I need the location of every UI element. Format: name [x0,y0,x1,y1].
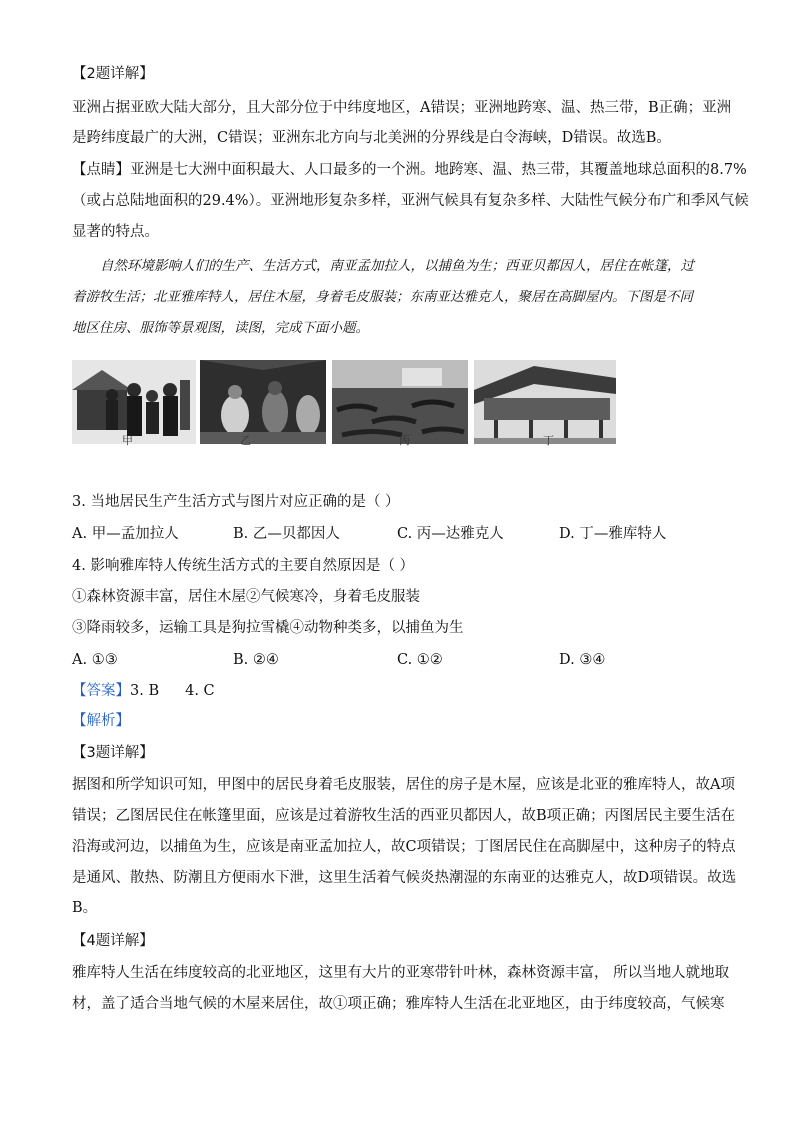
point-label: 【点睛】 [72,162,130,178]
point-line-3: 显著的特点。 [72,224,159,240]
q4-detail-header: 【4题详解】 [72,933,154,949]
photo-caption-jia: 甲 [122,434,133,447]
q3-stem: 3. 当地居民生产生活方式与图片对应正确的是（ ） [72,494,400,510]
q4-item-line-2: ③降雨较多，运输工具是狗拉雪橇④动物种类多，以捕鱼为生 [72,620,464,636]
q3-option-c: C. 丙—达雅克人 [397,526,504,542]
q3-option-a: A. 甲—孟加拉人 [72,526,179,542]
q4-option-a: A. ①③ [72,652,118,668]
q3-detail-header: 【3题详解】 [72,745,154,761]
answer-line [72,681,215,701]
q3-detail-line-4: 是通风、散热、防潮且方便雨水下泄，这里生活着气候炎热潮湿的东南亚的达雅克人，故D项错误。故选 [72,870,737,886]
analysis-label: 【解析】 [72,713,130,729]
q2-detail-line-1: 亚洲占据亚欧大陆大部分，且大部分位于中纬度地区，A错误；亚洲地跨寒、温、热三带，B正确；亚洲 [72,100,732,116]
q4-stem: 4. 影响雅库特人传统生活方式的主要自然原因是（ ） [72,558,415,574]
photo-jia [72,360,196,444]
point-line-2: （或占总陆地面积的29.4%）。亚洲地形复杂多样，亚洲气候具有复杂多样、大陆性气候分布广和季风气候 [72,193,749,209]
passage-line-2: 着游牧生活；北亚雅库特人，居住木屋，身着毛皮服装；东南亚达雅克人，聚居在高脚屋内。下图是不同 [72,289,693,305]
q3-option-d: D. 丁—雅库特人 [559,526,667,542]
q4-option-d: D. ③④ [559,652,606,668]
q4-detail-line-1: 雅库特人生活在纬度较高的北亚地区，这里有大片的亚寒带针叶林，森林资源丰富， 所以当地人就地取 [72,965,730,981]
q4-detail-line-2: 材，盖了适合当地气候的木屋来居住，故①项正确；雅库特人生活在北亚地区，由于纬度较高，气候寒 [72,996,725,1012]
q4-item-line-1: ①森林资源丰富，居住木屋②气候寒冷，身着毛皮服装 [72,589,420,605]
point-line-1 [72,160,747,180]
photo-caption-yi: 乙 [240,434,251,447]
answer-value-3: 3. B [130,683,160,699]
photo-caption-bing: 丙 [399,434,410,447]
q3-detail-line-2: 错误；乙图居民住在帐篷里面，应该是过着游牧生活的西亚贝都因人，故B项正确；丙图居民主要生活在 [72,808,736,824]
point-text-1: 亚洲是七大洲中面积最大、人口最多的一个洲。地跨寒、温、热三带，其覆盖地球总面积的8.7% [130,162,747,178]
q2-detail-line-2: 是跨纬度最广的大洲，C错误；亚洲东北方向与北美洲的分界线是白令海峡，D错误。故选B。 [72,130,671,146]
q4-option-b: B. ②④ [233,652,279,668]
q2-detail-header: 【2题详解】 [72,66,154,82]
passage-line-3: 地区住房、服饰等景观图，读图，完成下面小题。 [72,320,369,336]
q3-option-b: B. 乙—贝都因人 [233,526,340,542]
q4-option-c: C. ①② [397,652,443,668]
landscape-photo-strip [72,352,620,452]
answer-value-4: 4. C [185,683,215,699]
photo-yi [200,360,326,444]
q3-detail-line-1: 据图和所学知识可知，甲图中的居民身着毛皮服装，居住的房子是木屋，应该是北亚的雅库特人，故A项 [72,777,735,793]
answer-label: 【答案】 [72,683,130,699]
passage-line-1: 自然环境影响人们的生产、生活方式，南亚孟加拉人，以捕鱼为生；西亚贝都因人，居住在帐篷，过 [100,258,694,274]
q3-detail-line-5: B。 [72,900,98,916]
q3-detail-line-3: 沿海或河边，以捕鱼为生，应该是南亚孟加拉人，故C项错误；丁图居民住在高脚屋中，这种房子的特点 [72,839,736,855]
photo-caption-ding: 丁 [543,434,554,447]
